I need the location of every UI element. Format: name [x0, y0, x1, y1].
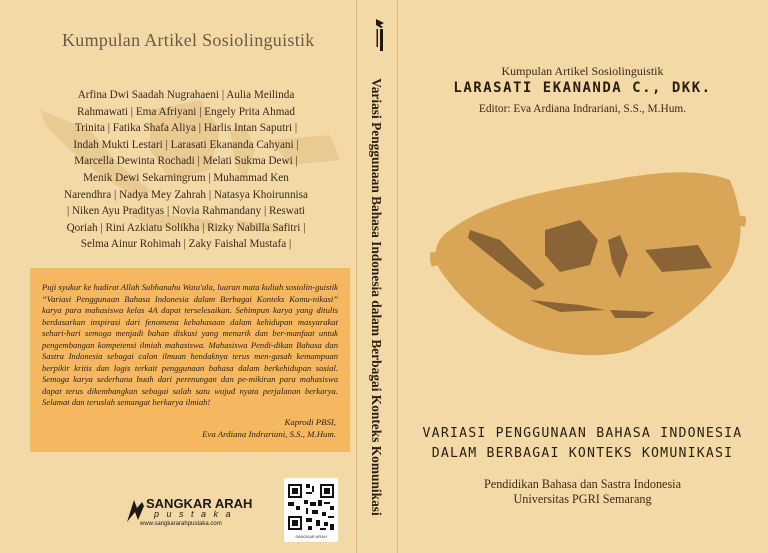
- spine-title: [360, 78, 392, 516]
- front-series-title: Kumpulan Artikel Sosiolinguistik: [501, 64, 664, 78]
- author-line: Indah Mukti Lestari | Larasati Ekananda Cahyani |: [73, 138, 299, 151]
- author-line: Qoriah | Rini Azkiatu Solikha | Rizky Nabilla Safitri |: [66, 221, 306, 234]
- author-line: | Niken Ayu Pradityas | Novia Rahmandany | Reswati: [66, 205, 306, 218]
- publisher-logo-icon: [124, 496, 146, 526]
- author-line: Narendhra | Nadya Mey Zahrah | Natasya Khoirunnisa: [64, 188, 308, 201]
- author-list: [36, 87, 336, 253]
- front-department: Pendidikan Bahasa dan Sastra Indonesia: [484, 477, 681, 491]
- author-line: Rahmawati | Ema Afriyani | Engely Prita Ahmad: [77, 105, 295, 118]
- back-series-title: Kumpulan Artikel Sosiolinguistik: [62, 30, 315, 50]
- publisher-subtitle: p u s t a k a: [154, 509, 234, 519]
- front-title-line1: VARIASI PENGGUNAAN BAHASA INDONESIA: [422, 426, 743, 441]
- qr-code-icon: [284, 480, 338, 534]
- front-title-line2: DALAM BERBAGAI KONTEKS KOMUNIKASI: [431, 446, 734, 461]
- front-editor: Editor: Eva Ardiana Indrariani, S.S., M.Hum.: [478, 103, 687, 115]
- qr-caption: SANGKAR ARAH: [295, 534, 327, 539]
- author-line: Menik Dewi Sekarningrum | Muhammad Ken: [83, 171, 289, 184]
- front-author: LARASATI EKANANDA C., DKK.: [453, 80, 712, 96]
- front-affiliation: [397, 477, 768, 507]
- spine-title-text: Variasi Penggunaan Bahasa Indonesia dalam Berbagai Konteks Komunikasi: [369, 78, 384, 516]
- front-university: Universitas PGRI Semarang: [513, 492, 652, 506]
- author-line: Marcella Dewinta Rochadi | Melati Sukma Dewi |: [74, 155, 298, 168]
- blurb-text: Puji syukur ke hadirat Allah Subhanahu Wata'ala, luaran mata kuliah sosiolin-guistik “Variasi Penggunaan Bahasa Indonesia dalam Berbagai Konteks Komu-nikasi” karya para mahasiswa kelas 4A dapat terselesaikan. Sehimpun karya yang ditulis berdasarkan inspirasi dari fenomena kebahasaan dalam kehidupan masyarakat sehari-hari semoga menjadi bahan diskusi yang menarik dan ber-manfaat untuk pengembangan kompetensi ilmiah mahasiswa. Mahasiswa Pendi-dikan Bahasa dan Sastra Indonesia sebagai calon ilmuan hendaknya terus men-gasah kemampuan berpikir kritis dan logis terkait penggunaan bahasa dalam berkehidupan sosial. Semoga karya sederhana buah dari perenungan dan pe-mikiran para mahasiswa dapat terus dikembangkan sebagai salah satu wujud nyata perjalanan berkarya. Selamat dan teruslah semangat berkarya ilmiah!: [42, 282, 338, 407]
- author-line: Arfina Dwi Saadah Nugrahaeni | Aulia Meilinda: [77, 89, 295, 101]
- front-title: [397, 424, 768, 464]
- qr-code: [284, 478, 338, 542]
- spine-publisher-logo-icon: [369, 12, 389, 62]
- author-line: Selma Ainur Rohimah | Zaky Faishal Mustafa |: [80, 238, 292, 251]
- publisher-name: SANGKAR ARAH: [146, 496, 253, 511]
- signature: [202, 416, 336, 440]
- signature-role: Kaprodi PBSI,: [284, 417, 336, 427]
- author-line: Trinita | Fatika Shafa Aliya | Harlis Intan Saputri |: [74, 122, 298, 135]
- publisher-url: www.sangkararahpustaka.com: [140, 521, 222, 527]
- indonesia-map-brush-icon: [430, 160, 746, 360]
- blurb-box: [30, 268, 350, 452]
- publisher-block: [124, 496, 254, 527]
- signature-name: Eva Ardiana Indrariani, S.S., M.Hum.: [202, 429, 336, 439]
- back-cover: [0, 0, 356, 553]
